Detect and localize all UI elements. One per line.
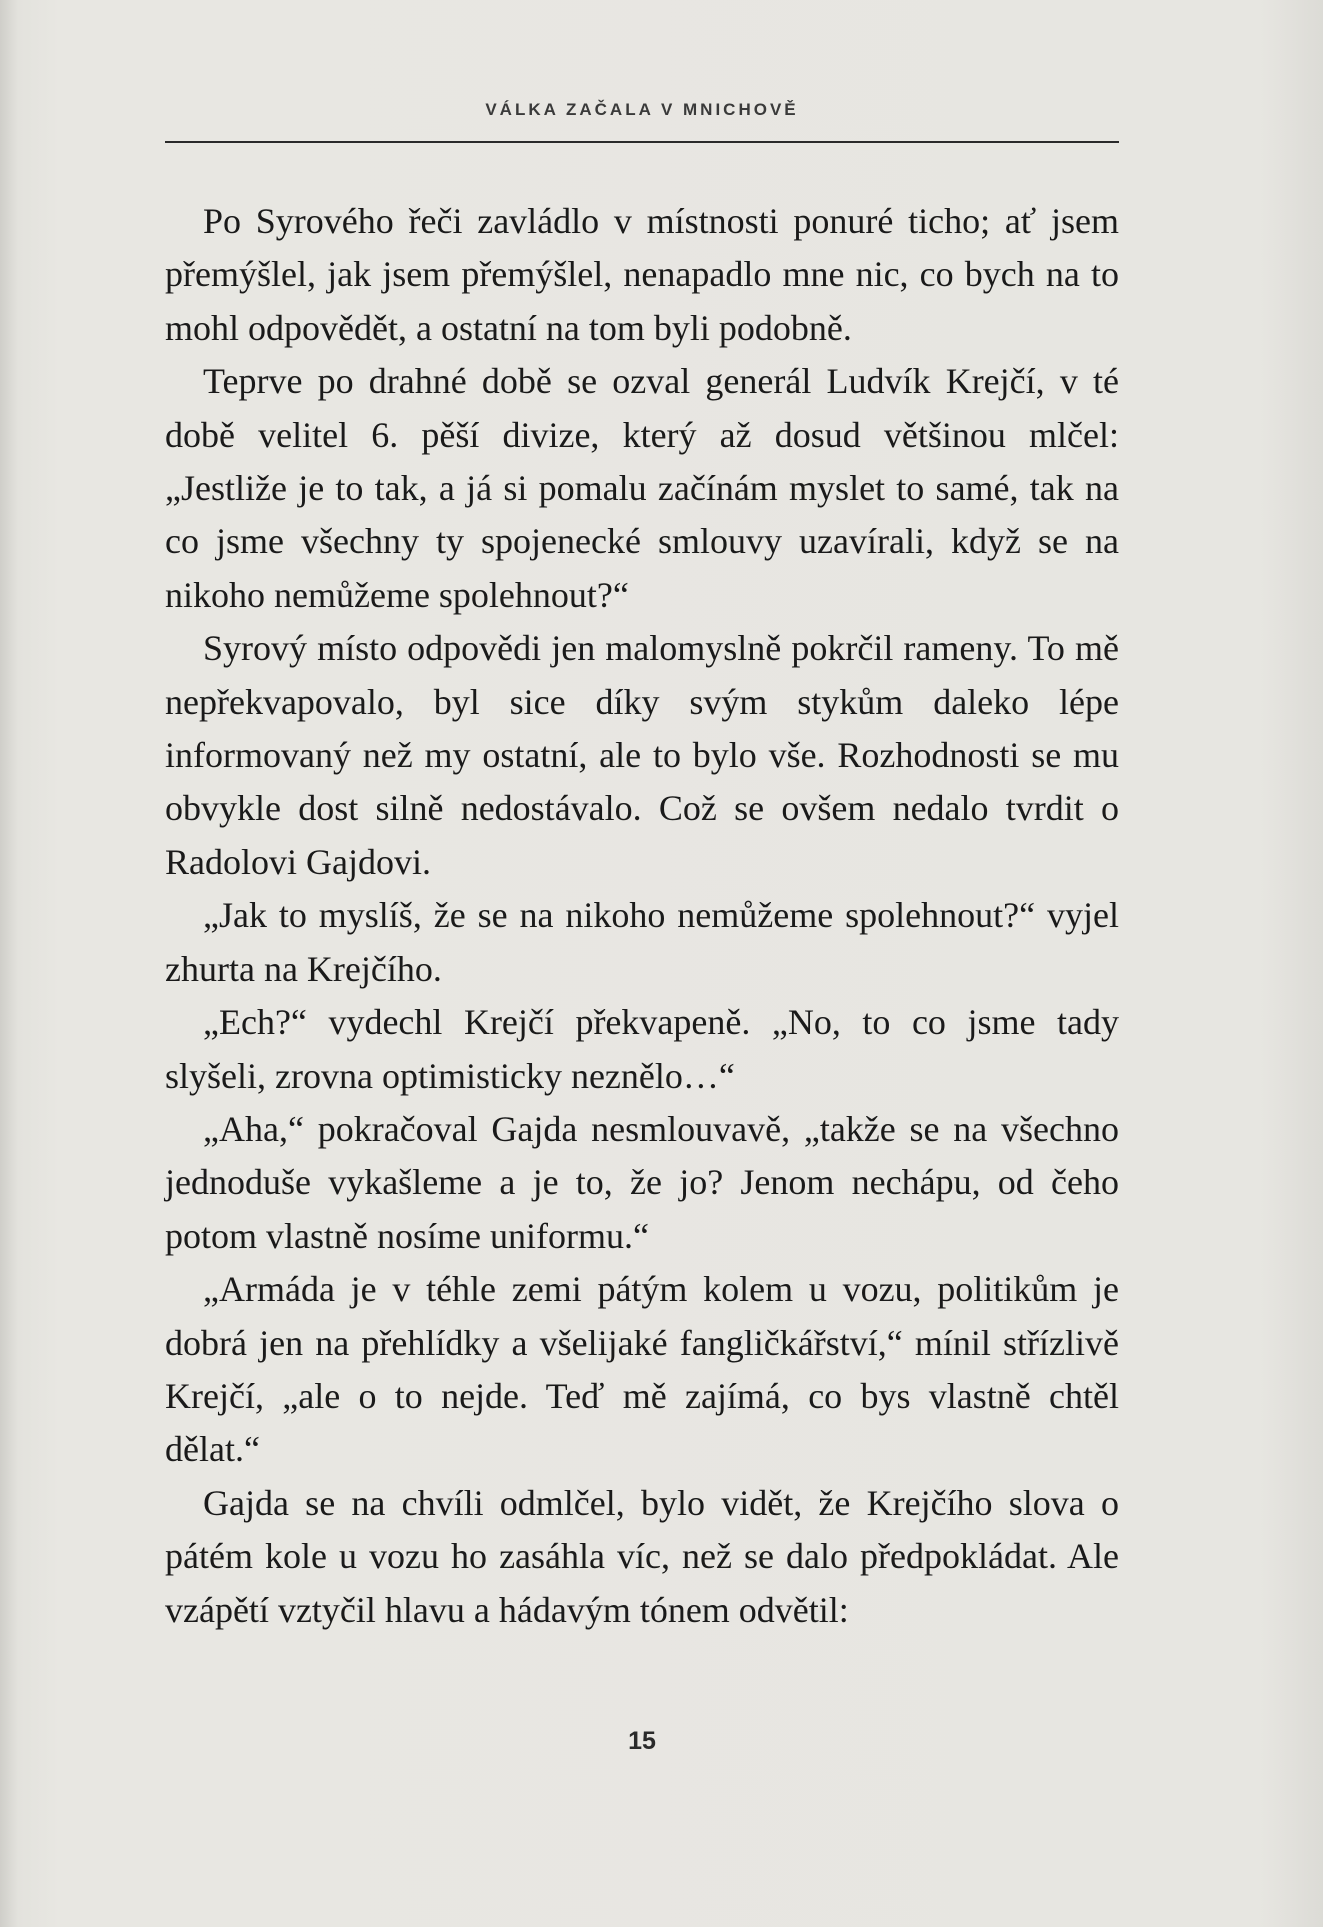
paragraph: Gajda se na chvíli odmlčel, bylo vidět, že Krejčího slova o pátém kole u vozu ho zasáhla víc, než se dalo předpokládat. Ale vzápětí vztyčil hlavu a hádavým tónem odvětil:: [165, 1482, 1119, 1630]
header-rule: [165, 141, 1119, 143]
page-number: 15: [628, 1727, 656, 1755]
paragraph: Teprve po drahné době se ozval generál Ludvík Krejčí, v té době velitel 6. pěší divize, který až dosud většinou mlčel: „Jestliže je to tak, a já si pomalu začínám myslet to samé, tak na co jsme všechny ty spojenecké smlouvy uzavírali, když se na nikoho nemůžeme spolehnout?“: [165, 361, 1119, 615]
paragraph: „Ech?“ vydechl Krejčí překvapeně. „No, to co jsme tady slyšeli, zrovna optimisticky neznělo…“: [165, 1002, 1119, 1096]
paragraph: „Armáda je v téhle zemi pátým kolem u vozu, politikům je dobrá jen na přehlídky a všelijaké fangličkářství,“ mínil střízlivě Krejčí, „ale o to nejde. Teď mě zajímá, co bys vlastně chtěl dělat.“: [165, 1269, 1119, 1470]
body-text: [165, 195, 1119, 1637]
paragraph: Syrový místo odpovědi jen malomyslně pokrčil rameny. To mě nepřekvapovalo, byl sice díky svým stykům daleko lépe informovaný než my ostatní, ale to bylo vše. Rozhodnosti se mu obvykle dost silně nedostávalo. Což se ovšem nedalo tvrdit o Radolovi Gajdovi.: [165, 628, 1119, 882]
paragraph: „Jak to myslíš, že se na nikoho nemůžeme spolehnout?“ vyjel zhurta na Krejčího.: [165, 895, 1119, 989]
running-head: VÁLKA ZAČALA V MNICHOVĚ: [485, 100, 799, 119]
paragraph: „Aha,“ pokračoval Gajda nesmlouvavě, „takže se na všechno jednoduše vykašleme a je to, že jo? Jenom nechápu, od čeho potom vlastně nosíme uniformu.“: [165, 1108, 1119, 1256]
paragraph: Po Syrového řeči zavládlo v místnosti ponuré ticho; ať jsem přemýšlel, jak jsem přemýšlel, nenapadlo mne nic, co bych na to mohl odpovědět, a ostatní na tom byli podobně.: [165, 201, 1119, 348]
